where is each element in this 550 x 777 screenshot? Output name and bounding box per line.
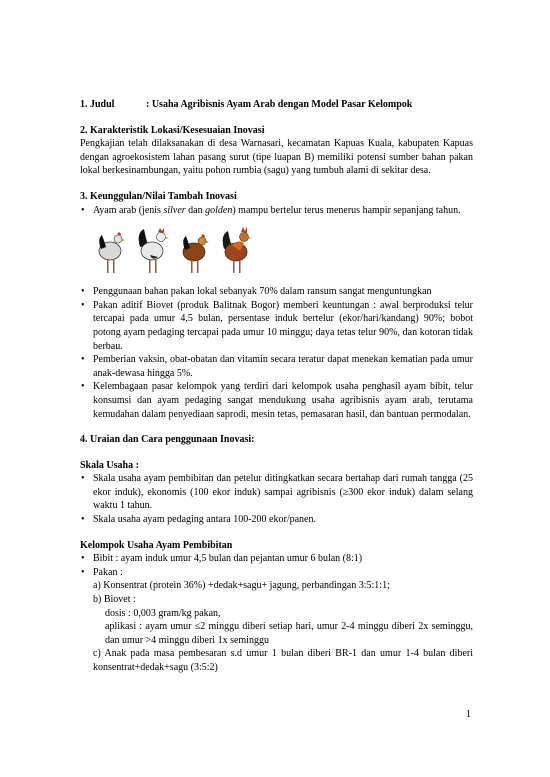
title-label: 1. Judul bbox=[80, 99, 115, 110]
list-item: • Kelembagaan pasar kelompok yang terdiri dari kelompok usaha penghasil ayam bibit, telur konsumsi dan ayam pedaging sangat mendukung usaha agribisnis ayam arab, terutama kemudahan dalam penyediaan saprodi, mesin tetas, pemasaran hasil, dan bantuan permodalan. bbox=[80, 380, 473, 421]
bullet-italic-golden: golden bbox=[205, 204, 233, 216]
list-item bbox=[80, 204, 473, 218]
skala-usaha bbox=[80, 459, 473, 527]
section-3-list bbox=[80, 204, 473, 218]
page-number: 1 bbox=[466, 709, 471, 720]
bullet-text: ) mampu bertelur terus menerus hampir sepanjang tahun. bbox=[232, 204, 461, 216]
pakan-c: c) Anak pada masa pembesaran s.d umur 1 bulan diberi BR-1 dan umur 1-4 bulan diberi konsentrat+dedak+sagu (3:5:2) bbox=[93, 648, 473, 673]
list-item: • Pakan : bbox=[80, 566, 473, 580]
section-2-body: Pengkajian telah dilaksanakan di desa Warnasari, kecamatan Kapuas Kuala, kabupaten Kapuas dengan agroekosistem lahan pasang surut (tipe luapan B) memiliki potensi sumber bahan pakan lokal berkesinambungan, yaitu pohon rumbia (sagu) yang tumbuh alami di sekitar desa. bbox=[80, 138, 473, 177]
document-body bbox=[80, 98, 473, 675]
bullet-text: dan bbox=[185, 204, 206, 216]
aplikasi: aplikasi : ayam umur ≤2 minggu diberi setiap hari, umur 2-4 minggu diberi 2x seminggu, dan umur >4 minggu diberi 1x seminggu bbox=[105, 621, 473, 646]
section-3-heading: 3. Keunggulan/Nilai Tambah Inovasi bbox=[80, 190, 237, 202]
document-title bbox=[80, 98, 473, 112]
skala-list bbox=[80, 472, 473, 526]
kelompok-pembibitan bbox=[80, 539, 473, 675]
bullet-text: Ayam arab (jenis bbox=[93, 204, 164, 216]
chicken-silver-hen-icon bbox=[96, 225, 126, 277]
section-3 bbox=[80, 190, 473, 421]
chicken-golden-rooster-icon bbox=[220, 225, 254, 277]
skala-heading: Skala Usaha : bbox=[80, 459, 139, 471]
chicken-silver-rooster-icon bbox=[136, 225, 170, 277]
pakan-b: b) Biovet : bbox=[93, 594, 136, 606]
kelompok-heading: Kelompok Usaha Ayam Pembibitan bbox=[80, 539, 233, 551]
kelompok-list bbox=[80, 552, 473, 579]
list-item: • Skala usaha ayam pembibitan dan petelur ditingkatkan secara bertahap dari rumah tangga (25 ekor induk), ekonomis (100 ekor induk) sampai agribisnis (≥300 ekor induk) dalam selang waktu 1 tahun. bbox=[80, 472, 473, 513]
section-2 bbox=[80, 124, 473, 178]
section-4-heading: 4. Uraian dan Cara penggunaan Inovasi: bbox=[80, 434, 255, 446]
pakan-a: a) Konsentrat (protein 36%) +dedak+sagu+ jagung, perbandingan 3:5:1:1; bbox=[93, 580, 390, 592]
section-4 bbox=[80, 433, 473, 447]
title-text: : Usaha Agribisnis Ayam Arab dengan Model Pasar Kelompok bbox=[146, 99, 413, 110]
list-item: • Bibit : ayam induk umur 4,5 bulan dan pejantan umur 6 bulan (8:1) bbox=[80, 552, 473, 566]
list-item: • Skala usaha ayam pedaging antara 100-200 ekor/panen. bbox=[80, 513, 473, 527]
section-3-list-continued bbox=[80, 285, 473, 421]
list-item: • Pemberian vaksin, obat-obatan dan vitamin secara teratur dapat menekan kematian pada umur anak-dewasa hingga 5%. bbox=[80, 353, 473, 380]
chicken-illustrations bbox=[96, 225, 473, 277]
section-2-heading: 2. Karakteristik Lokasi/Kesesuaian Inovasi bbox=[80, 124, 265, 136]
bullet-italic-silver: silver bbox=[163, 204, 186, 216]
list-item: • Penggunaan bahan pakan lokal sebanyak 70% dalam ransum sangat menguntungkan bbox=[80, 285, 473, 299]
dosis: dosis : 0,003 gram/kg pakan, bbox=[105, 607, 221, 619]
list-item: • Pakan aditif Biovet (produk Balitnak Bogor) memberi keuntungan : awal berproduksi telur tercapai pada umur 4,5 bulan, persentase induk bertelur (ekor/hari/kandang) 90%; bobot potong ayam pedaging tercapai pada umur 10 minggu; daya tetas telur 90%, dan kotoran tidak berbau. bbox=[80, 299, 473, 353]
chicken-golden-hen-icon bbox=[180, 225, 210, 277]
